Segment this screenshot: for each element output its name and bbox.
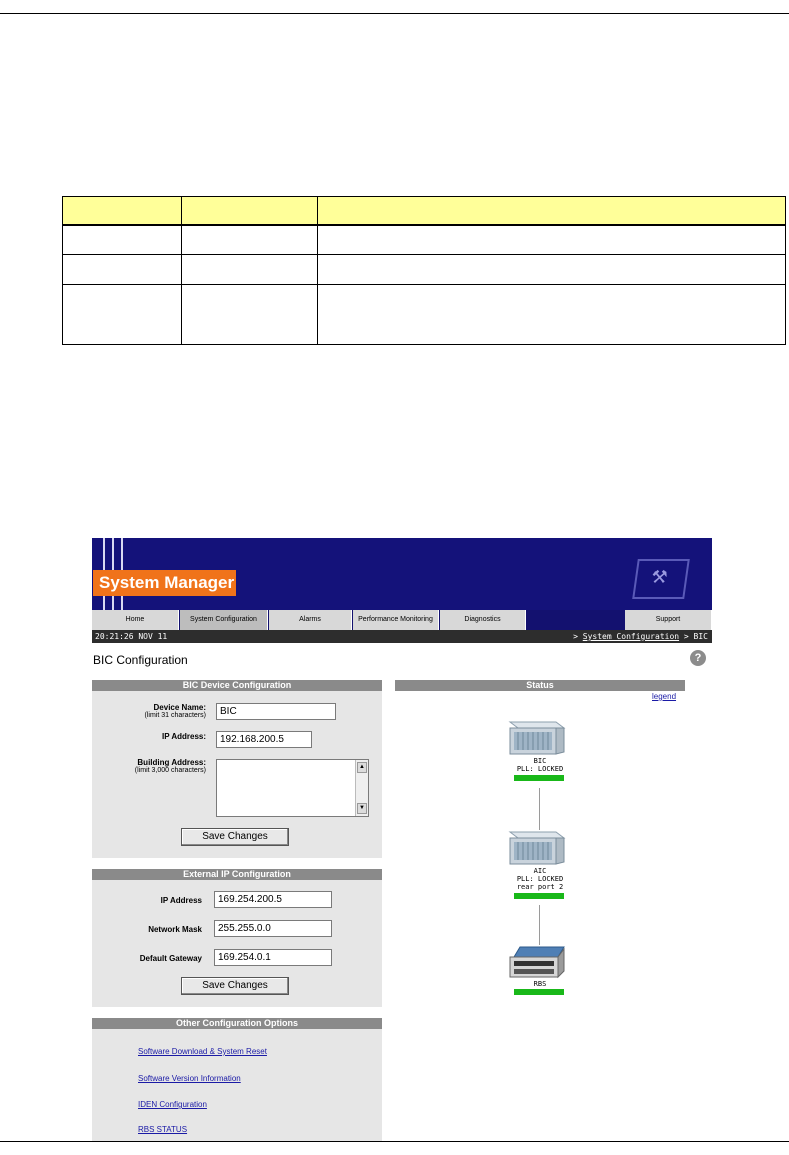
- bic-device-label: [490, 757, 590, 773]
- breadcrumb-system-configuration[interactable]: System Configuration: [582, 632, 680, 641]
- rbs-unit-icon[interactable]: [506, 945, 568, 979]
- external-save-changes-button[interactable]: Save Changes: [181, 977, 289, 995]
- table-cell: [318, 285, 786, 345]
- network-mask-label: Network Mask: [148, 925, 202, 934]
- scroll-down-icon[interactable]: ▼: [357, 803, 367, 814]
- ip-address-input[interactable]: 192.168.200.5: [216, 731, 312, 748]
- device-name-input[interactable]: BIC: [216, 703, 336, 720]
- table-cell: [182, 255, 318, 285]
- system-manager-screenshot: [92, 538, 712, 1141]
- tab-system-configuration[interactable]: System Configuration: [180, 610, 268, 630]
- bic-name: BIC: [533, 757, 547, 765]
- external-ip-panel: [92, 869, 382, 1007]
- table-row: [63, 255, 786, 285]
- bic-pll-status: PLL: LOCKED: [516, 765, 564, 773]
- status-bar: [92, 630, 712, 643]
- panel-title: BIC Device Configuration: [92, 680, 382, 691]
- tools-icon: ⚒: [649, 567, 669, 587]
- bic-save-changes-button[interactable]: Save Changes: [181, 828, 289, 846]
- tab-home[interactable]: Home: [92, 610, 179, 630]
- aic-name: AIC: [533, 867, 547, 875]
- table-cell: [182, 225, 318, 255]
- link-software-version[interactable]: Software Version Information: [138, 1074, 241, 1083]
- aic-chassis-icon[interactable]: [504, 830, 568, 866]
- table-cell: [318, 225, 786, 255]
- breadcrumb-current: > BIC: [683, 632, 708, 641]
- link-rbs-status[interactable]: RBS STATUS: [138, 1125, 188, 1134]
- aic-port: rear port 2: [516, 883, 564, 891]
- table-cell: [318, 255, 786, 285]
- rbs-device-label: RBS: [533, 980, 547, 988]
- page-title: BIC Configuration: [93, 653, 188, 667]
- other-options-panel: [92, 1018, 382, 1141]
- bic-status-bar: [514, 775, 564, 781]
- app-logo-icon: [632, 559, 690, 599]
- ip-address-label: IP Address:: [161, 732, 206, 741]
- panel-title: External IP Configuration: [92, 869, 382, 880]
- aic-pll-status: PLL: LOCKED: [516, 875, 564, 883]
- tab-diagnostics[interactable]: Diagnostics: [440, 610, 526, 630]
- status-panel-title: Status: [395, 680, 685, 691]
- default-gateway-input[interactable]: 169.254.0.1: [214, 949, 332, 966]
- building-address-limit: (limit 3,000 characters): [134, 767, 206, 774]
- app-banner: [92, 538, 712, 610]
- aic-status-bar: [514, 893, 564, 899]
- table-cell: [63, 255, 182, 285]
- table-header-cell: [318, 197, 786, 225]
- rbs-status-bar: [514, 989, 564, 995]
- table-row: [63, 225, 786, 255]
- table-row: [63, 285, 786, 345]
- bic-aic-connector: [539, 788, 540, 830]
- device-name-label-text: Device Name:: [153, 703, 206, 712]
- panel-title: Other Configuration Options: [92, 1018, 382, 1029]
- document-table: [62, 196, 786, 345]
- legend-link[interactable]: legend: [652, 692, 677, 701]
- table-header-cell: [182, 197, 318, 225]
- footer-rule: [0, 1141, 789, 1142]
- nav-tabs: [92, 610, 712, 630]
- device-name-label: [96, 703, 206, 719]
- scroll-up-icon[interactable]: ▲: [357, 762, 367, 773]
- external-ip-input[interactable]: 169.254.200.5: [214, 891, 332, 908]
- building-address-textarea[interactable]: [216, 759, 369, 817]
- aic-device-label: [490, 867, 590, 891]
- external-ip-label: IP Address: [160, 896, 202, 905]
- table-cell: [182, 285, 318, 345]
- table-header-cell: [63, 197, 182, 225]
- table-cell: [63, 225, 182, 255]
- breadcrumb: [573, 630, 708, 643]
- status-time: 20:21:26 NOV 11: [95, 632, 168, 641]
- link-software-download[interactable]: Software Download & System Reset: [138, 1047, 267, 1056]
- breadcrumb-separator: >: [573, 632, 578, 641]
- tab-support[interactable]: Support: [625, 610, 712, 630]
- network-mask-input[interactable]: 255.255.0.0: [214, 920, 332, 937]
- tab-performance-monitoring[interactable]: Performance Monitoring: [353, 610, 439, 630]
- app-brand: System Manager: [93, 570, 236, 596]
- tab-alarms[interactable]: Alarms: [269, 610, 352, 630]
- link-iden-configuration[interactable]: IDEN Configuration: [138, 1100, 207, 1109]
- help-icon[interactable]: ?: [690, 650, 706, 666]
- device-name-limit: (limit 31 characters): [144, 712, 206, 719]
- table-header-row: [63, 197, 786, 225]
- header-rule: [0, 13, 789, 14]
- textarea-scrollbar[interactable]: [355, 760, 368, 816]
- building-address-label-text: Building Address:: [137, 758, 206, 767]
- building-address-label: [96, 758, 206, 774]
- bic-device-panel: [92, 680, 382, 858]
- default-gateway-label: Default Gateway: [139, 954, 202, 963]
- table-cell: [63, 285, 182, 345]
- aic-rbs-connector: [539, 905, 540, 945]
- bic-chassis-icon[interactable]: [504, 720, 568, 756]
